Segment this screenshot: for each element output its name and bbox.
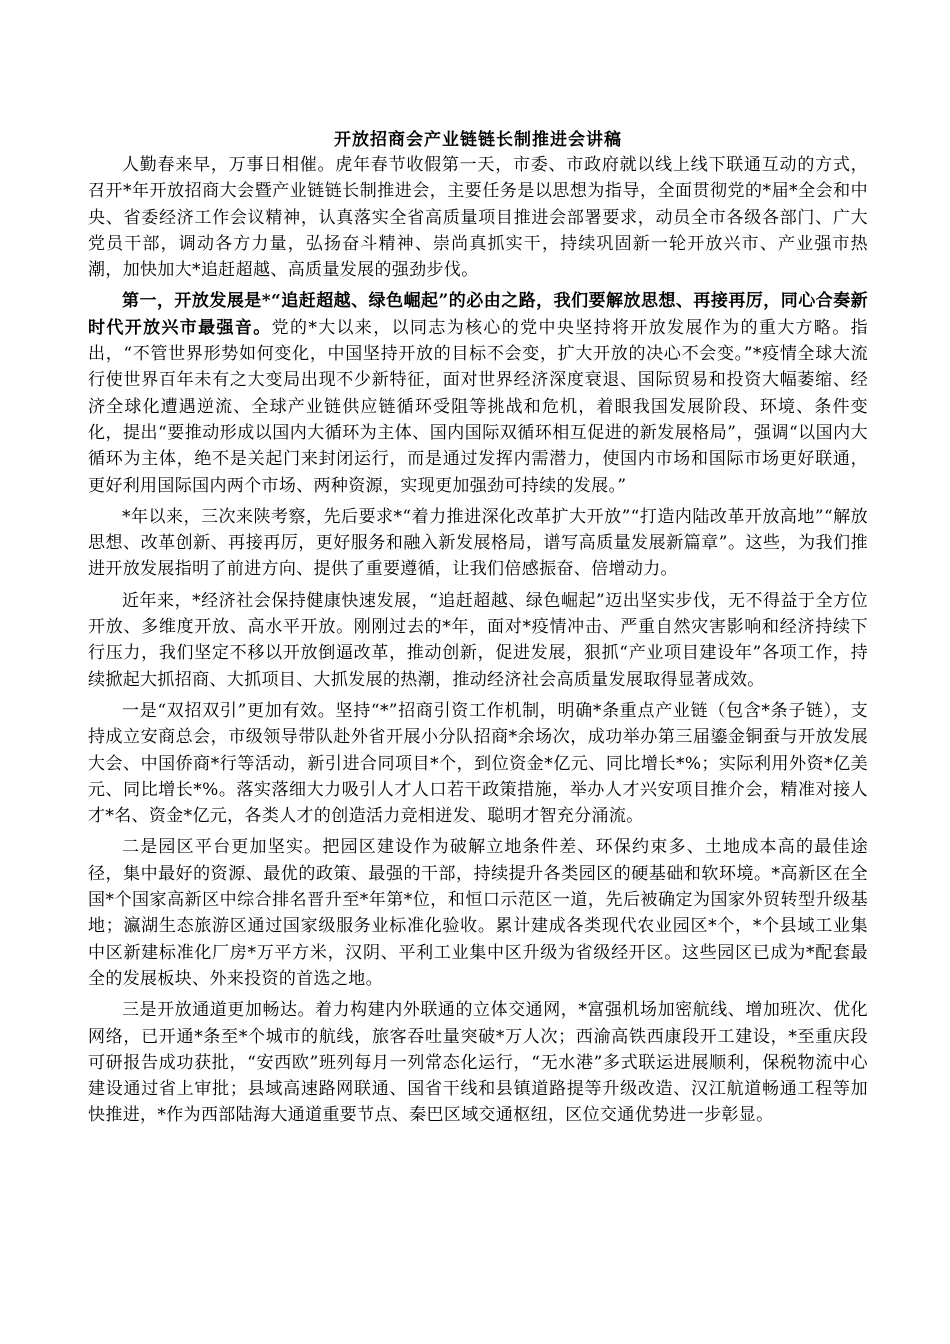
paragraph-4 xyxy=(88,588,868,693)
paragraph-text: 党的*大以来，以同志为核心的党中央坚持将开放发展作为的重大方略。指出，“不管世界形势如何变化，中国坚持开放的目标不会变，扩大开放的决心不会变。”*疫情全球大流行使世界百年未有之大变局出现不少新特征，面对世界经济深度衰退、国际贸易和投资大幅萎缩、经济全球化遭遇逆流、全球产业链供应链循环受阻等挑战和危机，着眼我国发展阶段、环境、条件变化，提出“要推动形成以国内大循环为主体、国内国际双循环相互促进的新发展格局”，强调“以国内大循环为主体，绝不是关起门来封闭运行，而是通过发挥内需潜力，使国内市场和国际市场更好联通，更好利用国际国内两个市场、两种资源，实现更加强劲可持续的发展。” xyxy=(88,317,868,496)
paragraph-text: 人勤春来早，万事日相催。虎年春节收假第一天，市委、市政府就以线上线下联通互动的方式，召开*年开放招商大会暨产业链链长制推进会，主要任务是以思想为指导，全面贯彻党的*届*全会和中央、省委经济工作会议精神，认真落实全省高质量项目推进会部署要求，动员全市各级各部门、广大党员干部，调动各方力量，弘扬奋斗精神、崇尚真抓实干，持续巩固新一轮开放兴市、产业强市热潮，加快加大*追赶超越、高质量发展的强劲步伐。 xyxy=(88,155,868,281)
paragraph-text: *年以来，三次来陕考察，先后要求*“着力推进深化改革扩大开放”“打造内陆改革开放高地”“解放思想、改革创新、再接再厉，更好服务和融入新发展格局，谱写高质量发展新篇章”。这些，为我们推进开放发展指明了前进方向、提供了重要遵循，让我们倍感振奋、倍增动力。 xyxy=(88,506,868,580)
paragraph-text: 三是开放通道更加畅达。着力构建内外联通的立体交通网，*富强机场加密航线、增加班次、优化网络，已开通*条至*个城市的航线，旅客吞吐量突破*万人次；西渝高铁西康段开工建设，*至重庆段可研报告成功获批，“安西欧”班列每月一列常态化运行，“无水港”多式联运进展顺利，保税物流中心建设通过省上审批；县域高速路网联通、国省干线和县镇道路提等升级改造、汉江航道畅通工程等加快推进，*作为西部陆海大通道重要节点、秦巴区域交通枢纽，区位交通优势进一步彰显。 xyxy=(88,1000,868,1126)
paragraph-3 xyxy=(88,504,868,583)
paragraph-5 xyxy=(88,698,868,829)
paragraph-text: 近年来，*经济社会保持健康快速发展，“追赶超越、绿色崛起”迈出坚实步伐，无不得益于全方位开放、多维度开放、高水平开放。刚刚过去的*年，面对*疫情冲击、严重自然灾害影响和经济持续下行压力，我们坚定不移以开放倒逼改革，推动创新，促进发展，狠抓“产业项目建设年”各项工作，持续掀起大抓招商、大抓项目、大抓发展的热潮，推动经济社会高质量发展取得显著成效。 xyxy=(88,590,868,690)
paragraph-1 xyxy=(88,152,868,283)
paragraph-text: 一是“双招双引”更加有效。坚持“*”招商引资工作机制，明确*条重点产业链（包含*条子链），支持成立安商总会，市级领导带队赴外省开展小分队招商*余场次，成功举办第三届鎏金铜蚕与开放发展大会、中国侨商*行等活动，新引进合同项目*个，到位资金*亿元、同比增长*%；实际利用外资*亿美元、同比增长*%。落实落细大力吸引人才人口若干政策措施，举办人才兴安项目推介会，精准对接人才*名、资金*亿元，各类人才的创造活力竞相迸发、聪明才智充分涌流。 xyxy=(88,700,868,827)
paragraph-text: 二是园区平台更加坚实。把园区建设作为破解立地条件差、环保约束多、土地成本高的最佳途径，集中最好的资源、最优的政策、最强的干部，持续提升各类园区的硬基础和软环境。*高新区在全国*个国家高新区中综合排名晋升至*年第*位，和恒口示范区一道，先后被确定为国家外贸转型升级基地；瀛湖生态旅游区通过国家级服务业标准化验收。累计建成各类现代农业园区*个，*个县域工业集中区新建标准化厂房*万平方米，汉阴、平利工业集中区升级为省级经开区。这些园区已成为*配套最全的发展板块、外来投资的首选之地。 xyxy=(88,837,868,989)
paragraph-6 xyxy=(88,834,868,992)
paragraph-7 xyxy=(88,997,868,1128)
document-title: 开放招商会产业链链长制推进会讲稿 xyxy=(334,130,622,150)
paragraph-2 xyxy=(88,288,868,498)
paragraph-lead: 第一，开放发展是*“追赶超越、绿色崛起”的必由之路，我们要解放思想、再接再厉，同心合奏新时代开放兴市最强音。 xyxy=(88,291,868,338)
